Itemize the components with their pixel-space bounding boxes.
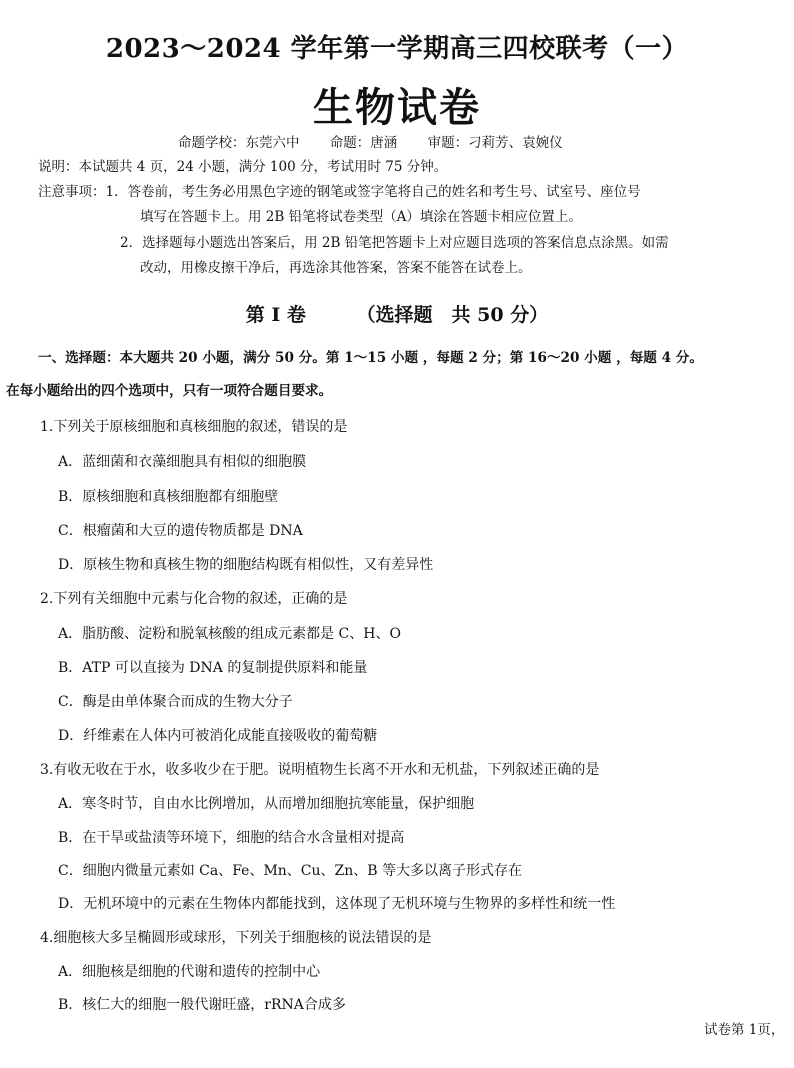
question-stem: 2.下列有关细胞中元素与化合物的叙述，正确的是 — [40, 591, 348, 607]
note-item-2-line-2: 改动，用橡皮擦干净后，再选涂其他答案，答案不能答在试卷上。 — [140, 260, 532, 276]
subject-title: 生物试卷 — [313, 84, 481, 131]
question-option: A．细胞核是细胞的代谢和遗传的控制中心 — [58, 964, 321, 980]
exam-description: 说明：本试题共 4 页，24 小题，满分 100 分，考试用时 75 分钟。 — [38, 159, 448, 175]
exam-credits — [178, 131, 589, 151]
section-instruction-line-2: 在每小题给出的四个选项中，只有一项符合题目要求。 — [6, 383, 333, 399]
section-title: 第 I 卷 — [245, 304, 306, 326]
section-subtitle: （选择题 共 50 分） — [356, 304, 549, 326]
question-option: D．原核生物和真核生物的细胞结构既有相似性，又有差异性 — [58, 557, 434, 573]
question-option: A．脂肪酸、淀粉和脱氧核酸的组成元素都是 C、H、O — [58, 626, 401, 642]
question-option: C．根瘤菌和大豆的遗传物质都是 DNA — [58, 523, 303, 539]
question-stem: 1.下列关于原核细胞和真核细胞的叙述，错误的是 — [40, 419, 348, 435]
question-option: B．在干旱或盐渍等环境下，细胞的结合水含量相对提高 — [58, 830, 405, 846]
page-number: 试卷第 1页， — [704, 1022, 785, 1038]
question-option: C．细胞内微量元素如 Ca、Fe、Mn、Cu、Zn、B 等大多以离子形式存在 — [58, 863, 523, 879]
question-option: A．蓝细菌和衣藻细胞具有相似的细胞膜 — [58, 454, 307, 470]
question-option: B．ATP 可以直接为 DNA 的复制提供原料和能量 — [58, 660, 368, 676]
question-stem: 3.有收无收在于水，收多收少在于肥。说明植物生长离不开水和无机盐，下列叙述正确的是 — [40, 762, 600, 778]
question-option: B．核仁大的细胞一般代谢旺盛，rRNA合成多 — [58, 997, 346, 1013]
exam-title: 2023～2024 学年第一学期高三四校联考（一） — [105, 34, 689, 64]
question-option: D．纤维素在人体内可被消化成能直接吸收的葡萄糖 — [58, 728, 378, 744]
question-option: A．寒冬时节，自由水比例增加，从而增加细胞抗寒能量，保护细胞 — [58, 796, 475, 812]
reviewer-label: 审题：刁莉芳、袁婉仪 — [427, 135, 563, 151]
school-label: 命题学校：东莞六中 — [178, 135, 300, 151]
note-item-1-line-1: 注意事项：1．答卷前，考生务必用黑色字迹的钢笔或签字笔将自己的姓名和考生号、试室号、座位号 — [38, 184, 641, 200]
question-option: C．酶是由单体聚合而成的生物大分子 — [58, 694, 293, 710]
section-heading — [0, 300, 794, 327]
question-option: D．无机环境中的元素在生物体内都能找到，这体现了无机环境与生物界的多样性和统一性 — [58, 896, 616, 912]
note-item-2-line-1: 2．选择题每小题选出答案后，用 2B 铅笔把答题卡上对应题目选项的答案信息点涂黑。如需 — [120, 235, 669, 251]
question-stem: 4.细胞核大多呈椭圆形或球形，下列关于细胞核的说法错误的是 — [40, 930, 432, 946]
section-instruction-line-1: 一、选择题：本大题共 20 小题，满分 50 分。第 1～15 小题 ，每题 2 分；第 16～20 小题 ，每题 4 分。 — [38, 350, 703, 366]
note-item-1-line-2: 填写在答题卡上。用 2B 铅笔将试卷类型（A）填涂在答题卡相应位置上。 — [140, 209, 582, 225]
question-option: B．原核细胞和真核细胞都有细胞壁 — [58, 489, 279, 505]
author-label: 命题：唐涵 — [329, 135, 398, 151]
